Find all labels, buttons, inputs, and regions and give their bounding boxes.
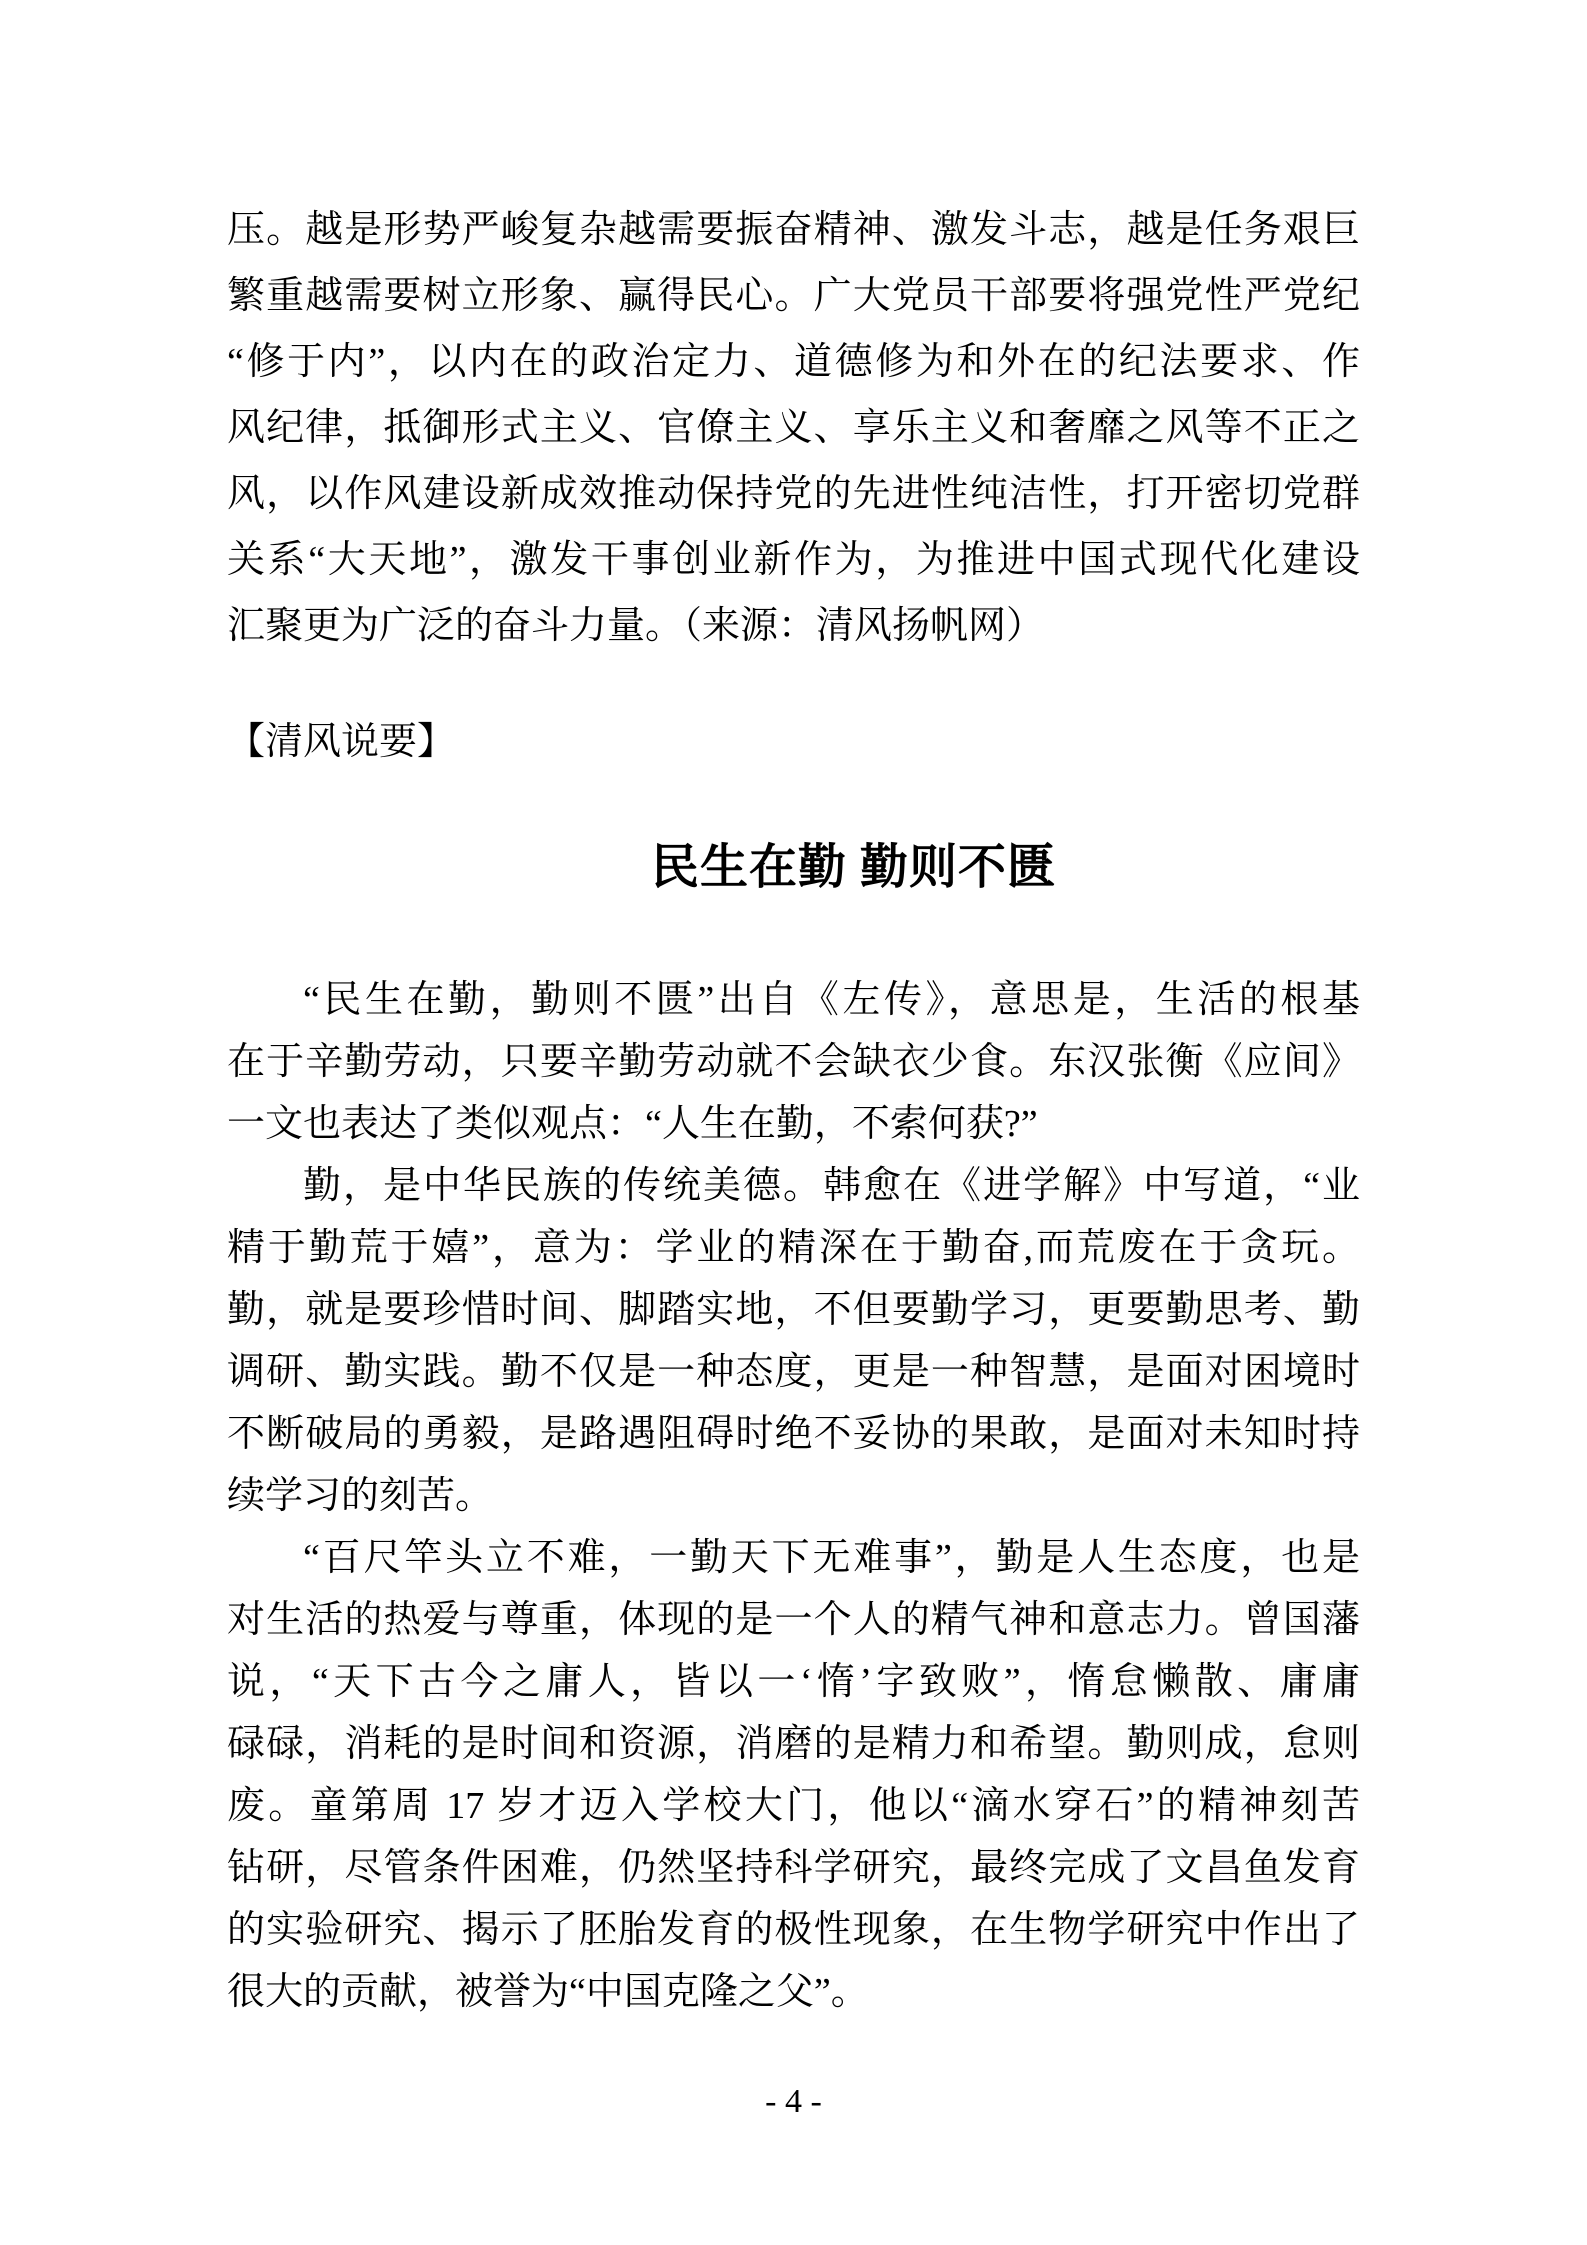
intro-paragraph — [227, 197, 1360, 659]
text-line: 勤，是中华民族的传统美德。韩愈在《进学解》中写道，“业 — [303, 1165, 1360, 1207]
text-line: 风纪律，抵御形式主义、官僚主义、享乐主义和奢靡之风等不正之 — [227, 407, 1360, 449]
text-line: 的实验研究、揭示了胚胎发育的极性现象，在生物学研究中作出了 — [227, 1909, 1360, 1951]
text-line: 很大的贡献，被誉为“中国克隆之父”。 — [227, 1971, 869, 2013]
text-line: 繁重越需要树立形象、赢得民心。广大党员干部要将强党性严党纪 — [227, 275, 1360, 317]
article-title: 民生在勤 勤则不匮 — [650, 841, 1056, 894]
text-line: “修于内”，以内在的政治定力、道德修为和外在的纪法要求、作 — [227, 341, 1360, 383]
section-header-label: 【清风说要】 — [227, 721, 456, 763]
text-line: 精于勤荒于嬉”，意为：学业的精深在于勤奋,而荒废在于贪玩。 — [227, 1227, 1360, 1269]
page-number: - 4 - — [765, 2083, 822, 2120]
text-line: 一文也表达了类似观点：“人生在勤，不索何获?” — [227, 1103, 1038, 1145]
text-line: 风，以作风建设新成效推动保持党的先进性纯洁性，打开密切党群 — [227, 473, 1360, 515]
text-line: 续学习的刻苦。 — [227, 1475, 494, 1517]
text-line: 对生活的热爱与尊重，体现的是一个人的精气神和意志力。曾国藩 — [227, 1599, 1360, 1641]
text-line: 压。越是形势严峻复杂越需要振奋精神、激发斗志，越是任务艰巨 — [227, 209, 1360, 251]
text-line: 在于辛勤劳动，只要辛勤劳动就不会缺衣少食。东汉张衡《应间》 — [227, 1041, 1360, 1083]
text-line: 关系“大天地”，激发干事创业新作为，为推进中国式现代化建设 — [227, 539, 1360, 581]
text-line: 调研、勤实践。勤不仅是一种态度，更是一种智慧，是面对困境时 — [227, 1351, 1360, 1393]
text-line: “民生在勤，勤则不匮”出自《左传》，意思是，生活的根基 — [303, 979, 1360, 1021]
article-body — [227, 969, 1360, 2023]
section-header — [227, 709, 1360, 775]
text-line: 不断破局的勇毅，是路遇阻碍时绝不妥协的果敢，是面对未知时持 — [227, 1413, 1360, 1455]
text-line: “百尺竿头立不难，一勤天下无难事”，勤是人生态度，也是 — [303, 1537, 1360, 1579]
text-line: 汇聚更为广泛的奋斗力量。（来源：清风扬帆网） — [227, 605, 1045, 647]
article-paragraph — [227, 969, 1360, 1155]
article-paragraph — [227, 1527, 1360, 2023]
text-line: 钻研，尽管条件困难，仍然坚持科学研究，最终完成了文昌鱼发育 — [227, 1847, 1360, 1889]
text-line: 废。童第周 17 岁才迈入学校大门，他以“滴水穿石”的精神刻苦 — [227, 1785, 1360, 1827]
text-line: 勤，就是要珍惜时间、脚踏实地，不但要勤学习，更要勤思考、勤 — [227, 1289, 1360, 1331]
article-paragraph — [227, 1155, 1360, 1527]
page-footer — [0, 2082, 1587, 2122]
text-line: 碌碌，消耗的是时间和资源，消磨的是精力和希望。勤则成，怠则 — [227, 1723, 1360, 1765]
text-line: 说，“天下古今之庸人，皆以一‘惰’字致败”，惰怠懒散、庸庸 — [227, 1661, 1360, 1703]
